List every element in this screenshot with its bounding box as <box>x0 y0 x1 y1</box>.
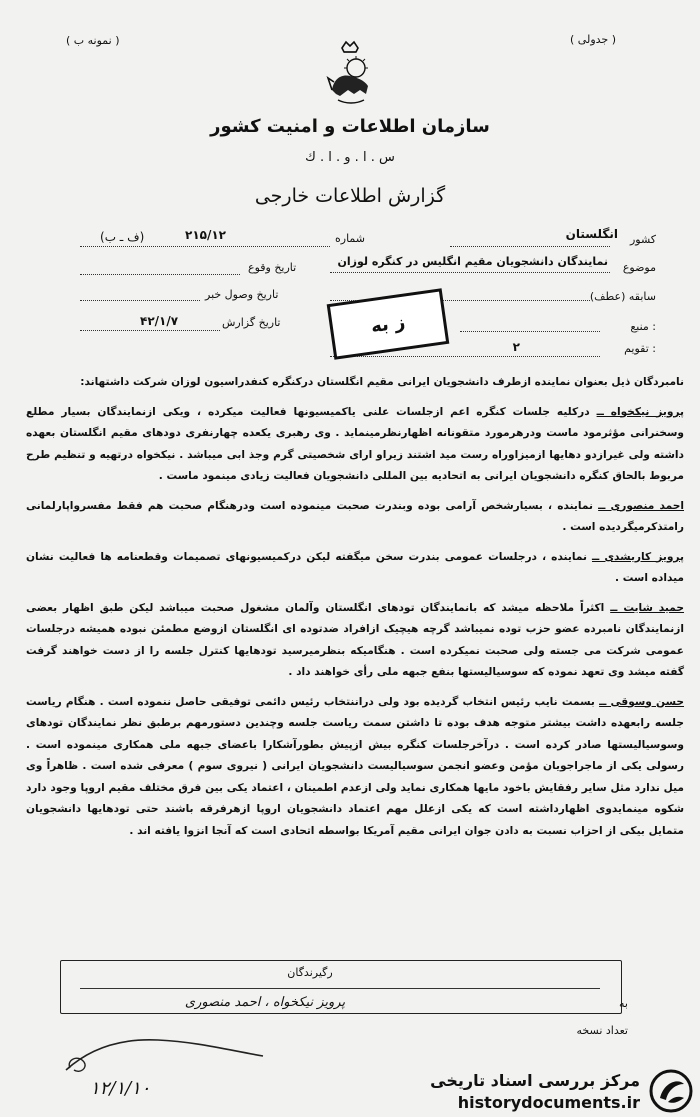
person-text-1: درکلیه جلسات کنگره اعم ازجلسات علنی یاکمیسیونها فعالیت میکرده ، ویکی ازنمایندگان بسیار مطلع وسخنرانی مؤثرمود ماست ودرهرمورد متقونانه اظهارنظرمینماید . وی رهبری یکعده چهارنفری دودهای مقیم انگلستان بعهده داشته ولی غیرازدو دهایها ازمیزاوراه رست مید اشتند زیراو ارای شخصیتی گرم وجذ ابی میباشد . نیکخواه درتهیه و تنظیم طرح مربوط بالحاق کنگره دانشجویان ایرانی به اتحادیه بین المللی دانشجویان فعالیت زیادی مینمود ماست . <box>26 405 684 482</box>
person-name-1: پرویز نیکخواه ــ <box>596 405 684 418</box>
evaluation-line <box>330 356 600 357</box>
country-line <box>450 246 610 247</box>
report-title: گزارش اطلاعات خارجی <box>254 185 446 207</box>
evaluation-value: ۲ <box>512 340 520 354</box>
background-label: سابقه (عطف) <box>589 290 656 303</box>
subject-label: موضوع <box>622 261 656 274</box>
person-text-3: نماینده ، درجلسات عمومی بندرت سخن میگفته لیکن درکمیسیونهای تصمیمات وقطعنامه ها فعالیت نشان میداده است . <box>26 550 684 584</box>
table-note: ( جدولی ) <box>570 33 616 46</box>
person-text-2: نماینده ، بسیارشخص آرامی بوده وبندرت صحبت مینموده است ودرهنگام صحبت هم فقط مفسرواپارلمانی رامتذکرمیگردیده است . <box>26 499 684 533</box>
body-paragraph-2 <box>26 402 684 488</box>
copies-label: تعداد نسخه <box>576 1024 628 1037</box>
watermark-url: historydocuments.ir <box>457 1093 640 1112</box>
organization-code: س . ا . و . ا . ك <box>305 150 395 165</box>
sample-note: ( نمونه ب ) <box>66 34 120 47</box>
to-label: به <box>619 997 628 1010</box>
number-line <box>80 246 330 247</box>
person-name-5: حسن وسوقی ــ <box>599 695 684 708</box>
lion-and-sun-emblem-icon <box>320 38 380 106</box>
report-date-label: تاریخ گزارش <box>222 316 281 329</box>
received-date-line <box>80 300 200 301</box>
report-body <box>26 372 684 842</box>
body-paragraph-3 <box>26 496 684 539</box>
recipients-divider <box>80 988 600 989</box>
body-paragraph-5 <box>26 598 684 684</box>
series-value: (ف ـ ب) <box>100 230 145 244</box>
received-date-label: تاریخ وصول خبر <box>205 288 279 301</box>
number-label: شماره <box>335 232 366 245</box>
event-date-label: تاریخ وقوع <box>248 261 297 274</box>
body-paragraph-1: نامبردگان ذیل بعنوان نماینده ازطرف دانشجویان ایرانی مقیم انگلستان درکنگره کنفدراسیون لوزان شرکت داشتهاند: <box>80 376 684 388</box>
subject-line <box>330 272 610 273</box>
person-name-2: احمد منصوری ــ <box>598 499 684 512</box>
organization-title: سازمان اطلاعات و امنیت کشور <box>210 116 490 137</box>
country-value: انگلستان <box>565 227 618 241</box>
body-paragraph-6 <box>26 692 684 843</box>
person-name-3: پرویز کاریشدی ــ <box>592 550 684 563</box>
person-name-4: حمید شایت ــ <box>610 601 684 614</box>
stamp-text: ز به <box>369 311 407 337</box>
event-date-line <box>80 274 240 275</box>
person-text-5: بسمت نایب رئیس انتخاب گردیده بود ولی دراننتخاب رئیس دائمی توفیقی حاصل ننموده است . هنگام ریاست جلسه رابعهده داشت بیشتر متوجه هدف بوده تا داشتن سمت ریاست جلسه وچندین دستورمهم برطبق نظر نمایندگان تودهای وسوسیالیستها صادر کرده است . درآخرجلسات کنگره بیش ازپیش بطورآشکارا باعضای جبهه ملی همکاری مینموده است . رسولی یکی از ماجراجویان مؤمن وعضو انجمن سوسیالیست دانشجویان ایرانی ( نیروی سوم ) معرفی شده است . ظاهراً وی میل ندارد مثل سایر رفقایش باخود مایها همکاری نماید ولی ازعدم اطمینان ، اعتماد یکی بین فرق مختلف مقیم اروپا وجود دارد شکوه مینمایدوی اظهارداشته است که یکی ازعلل مهم اعتماد دانشجویان اروپا ازهرفرقه باشند حتی تودهایها دانشجویان متمایل بیکی از احزاب نسبت به دادن جوان ایرانی مقیم آمریکا بواسطه اتحادی است که آنجا انزوا یافته اند . <box>26 695 684 837</box>
evaluation-label: تقویم : <box>624 342 656 355</box>
source-label: منبع : <box>630 320 656 333</box>
receipt-stamp <box>327 288 450 360</box>
report-date-line <box>80 330 220 331</box>
archive-logo-icon <box>648 1068 694 1114</box>
recipients-names: پرویز نیکخواه ، احمد منصوری <box>184 995 346 1010</box>
watermark-title: مرکز بررسی اسناد تاریخی <box>430 1071 640 1090</box>
country-label: کشور <box>629 233 656 246</box>
body-paragraph-4 <box>26 547 684 590</box>
person-text-4: اکثراً ملاحظه میشد که بانمایندگان تودهای انگلستان وآلمان مشغول صحبت میباشد لیکن طبق اظهار بعضی ازنمایندگان نامبرده عضو حزب توده نمیباشد گرچه هیچیک ازافراد ضدتوده ای انگلستان ازوضع مطمئن نبوده همیشه درجلسات عمومی شرکت می جسته ولی صحبت نمیکرده است . هنگامیکه بنظرمیرسید تودهایها کنترل جلسه را از دست خواهند گرفت گفته میشد وی تعهد نموده که سوسیالیستها بنفع جبهه ملی رأی خواهند داد . <box>26 601 684 678</box>
subject-value: نمایندگان دانشجویان مقیم انگلیس در کنگره لوزان <box>337 255 608 268</box>
source-line <box>460 331 600 332</box>
number-value: ۲۱۵/۱۲ <box>185 228 227 242</box>
report-date-value: ۴۲/۱/۷ <box>140 314 179 328</box>
handwritten-date: ۱۲/۱/۱۰ <box>90 1078 151 1099</box>
recipients-title: رگیرندگان <box>287 966 333 979</box>
handwritten-scribble-icon <box>58 1010 268 1080</box>
